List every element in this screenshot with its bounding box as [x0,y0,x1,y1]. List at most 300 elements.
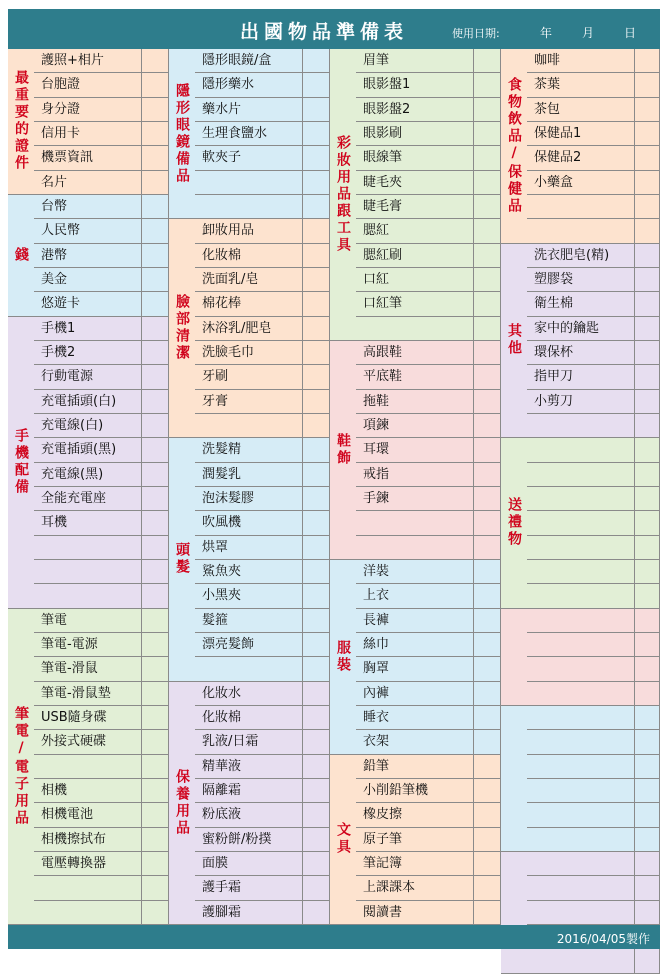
footer-bar [8,925,660,949]
item-cell: 環保杯 [527,341,635,365]
check-box[interactable] [474,268,501,292]
item-cell [195,195,303,219]
check-box[interactable] [303,438,330,462]
item-cell: 護手霜 [195,876,303,900]
item-cell: 化妝棉 [195,244,303,268]
category-cell [501,438,527,608]
check-box[interactable] [303,146,330,170]
category-label: 保養用品 [174,768,190,837]
category-cell [330,49,356,341]
check-box[interactable] [474,730,501,754]
check-box[interactable] [303,657,330,681]
item-cell: 小剪刀 [527,390,635,414]
check-box[interactable] [474,657,501,681]
check-box[interactable] [474,438,501,462]
item-cell: 手機2 [34,341,142,365]
check-box[interactable] [303,779,330,803]
check-box[interactable] [635,292,660,316]
check-box[interactable] [142,49,169,73]
check-box[interactable] [474,682,501,706]
check-box[interactable] [303,828,330,852]
check-box[interactable] [474,73,501,97]
check-box[interactable] [635,487,660,511]
check-box[interactable] [635,98,660,122]
header-bar [8,9,660,49]
check-box[interactable] [635,511,660,535]
check-box[interactable] [474,584,501,608]
check-box[interactable] [474,195,501,219]
check-box[interactable] [142,341,169,365]
item-cell [356,511,474,535]
category-cell [501,49,527,244]
category-label: 其他 [506,323,522,358]
category-label: 筆電/電子用品 [13,705,29,827]
check-box[interactable] [303,390,330,414]
category-label: 文具 [335,822,351,857]
check-box[interactable] [474,852,501,876]
item-cell: 洗髮精 [195,438,303,462]
item-cell: 蜜粉餅/粉撲 [195,828,303,852]
check-box[interactable] [303,511,330,535]
item-cell: 藥水片 [195,98,303,122]
check-box[interactable] [635,341,660,365]
check-box[interactable] [635,949,660,973]
check-box[interactable] [635,803,660,827]
check-box[interactable] [303,560,330,584]
check-box[interactable] [474,244,501,268]
check-box[interactable] [303,755,330,779]
item-cell: 衛生棉 [527,292,635,316]
category-label: 食物飲品/保健品 [506,76,522,215]
check-box[interactable] [635,536,660,560]
item-cell [34,755,142,779]
item-cell: 全能充電座 [34,487,142,511]
category-label: 送禮物 [506,497,522,549]
item-cell [527,706,635,730]
item-cell: 家中的鑰匙 [527,317,635,341]
check-box[interactable] [474,219,501,243]
item-cell: 烘罩 [195,536,303,560]
item-cell [527,755,635,779]
item-cell: 茶葉 [527,73,635,97]
item-cell: 絲巾 [356,633,474,657]
item-cell [356,536,474,560]
item-cell: 胸罩 [356,657,474,681]
item-cell: 洗衣肥皂(精) [527,244,635,268]
check-box[interactable] [474,487,501,511]
category-cell [501,244,527,439]
item-cell: 筆電-電源 [34,633,142,657]
item-cell: 人民幣 [34,219,142,243]
check-box[interactable] [142,609,169,633]
item-cell: 戒指 [356,463,474,487]
check-box[interactable] [474,803,501,827]
check-box[interactable] [635,268,660,292]
check-box[interactable] [142,755,169,779]
item-cell: 衣架 [356,730,474,754]
month-label: 月 [582,26,595,40]
category-label: 服裝 [335,639,351,674]
check-box[interactable] [303,268,330,292]
check-box[interactable] [303,341,330,365]
check-box[interactable] [635,657,660,681]
item-cell: 吹風機 [195,511,303,535]
item-cell: 行動電源 [34,365,142,389]
item-cell: 腮紅 [356,219,474,243]
check-box[interactable] [635,244,660,268]
check-box[interactable] [142,876,169,900]
item-cell: 閱讀書 [356,901,474,925]
item-cell: 台胞證 [34,73,142,97]
item-cell: 筆電-滑鼠墊 [34,682,142,706]
item-cell: 面膜 [195,852,303,876]
check-box[interactable] [635,609,660,633]
check-box[interactable] [142,511,169,535]
item-cell [527,949,635,973]
item-cell [34,584,142,608]
item-cell: 牙刷 [195,365,303,389]
check-box[interactable] [142,730,169,754]
check-box[interactable] [635,390,660,414]
item-cell: 護腳霜 [195,901,303,925]
check-box[interactable] [474,365,501,389]
check-box[interactable] [303,463,330,487]
item-cell: 上衣 [356,584,474,608]
check-box[interactable] [635,852,660,876]
check-box[interactable] [635,706,660,730]
item-cell [527,852,635,876]
check-box[interactable] [474,828,501,852]
check-box[interactable] [474,122,501,146]
check-box[interactable] [142,560,169,584]
check-box[interactable] [142,317,169,341]
item-cell [527,633,635,657]
item-cell: 腮紅刷 [356,244,474,268]
item-cell: 指甲刀 [527,365,635,389]
item-cell: 眼影刷 [356,122,474,146]
check-box[interactable] [142,414,169,438]
check-box[interactable] [142,171,169,195]
check-box[interactable] [635,171,660,195]
made-date: 2016/04/05製作 [556,932,650,946]
item-cell: 相機電池 [34,803,142,827]
item-cell: 保健品2 [527,146,635,170]
check-box[interactable] [142,195,169,219]
check-box[interactable] [303,803,330,827]
check-box[interactable] [635,901,660,925]
check-box[interactable] [474,876,501,900]
check-box[interactable] [303,609,330,633]
check-box[interactable] [142,122,169,146]
check-box[interactable] [474,755,501,779]
check-box[interactable] [142,901,169,925]
item-cell [527,438,635,462]
item-cell: 相機擦拭布 [34,828,142,852]
item-cell [195,171,303,195]
check-box[interactable] [142,438,169,462]
category-cell [8,317,34,609]
item-cell: 生理食鹽水 [195,122,303,146]
check-box[interactable] [142,803,169,827]
check-box[interactable] [635,49,660,73]
item-cell: 隱形藥水 [195,73,303,97]
check-box[interactable] [635,584,660,608]
item-cell: 耳環 [356,438,474,462]
item-cell: 洗臉毛巾 [195,341,303,365]
item-cell: 塑膠袋 [527,268,635,292]
page-title: 出國物品準備表 [240,21,409,43]
check-box[interactable] [474,779,501,803]
item-cell: 美金 [34,268,142,292]
item-cell: 原子筆 [356,828,474,852]
check-box[interactable] [635,195,660,219]
check-box[interactable] [635,779,660,803]
check-box[interactable] [303,73,330,97]
item-cell [34,901,142,925]
check-box[interactable] [474,171,501,195]
check-box[interactable] [474,414,501,438]
item-cell: 茶包 [527,98,635,122]
check-box[interactable] [635,463,660,487]
item-cell: 睡衣 [356,706,474,730]
item-cell: 鉛筆 [356,755,474,779]
item-cell: 眼線筆 [356,146,474,170]
check-box[interactable] [474,317,501,341]
check-box[interactable] [142,146,169,170]
item-cell [527,414,635,438]
check-box[interactable] [303,706,330,730]
check-box[interactable] [303,730,330,754]
check-box[interactable] [635,122,660,146]
item-cell [527,536,635,560]
item-cell: 保健品1 [527,122,635,146]
check-box[interactable] [635,876,660,900]
category-label: 最重要的證件 [13,70,29,173]
checklist-sheet [8,9,660,949]
item-cell: 充電插頭(白) [34,390,142,414]
item-cell: 橡皮擦 [356,803,474,827]
check-box[interactable] [142,779,169,803]
check-box[interactable] [303,219,330,243]
check-box[interactable] [635,219,660,243]
check-box[interactable] [142,244,169,268]
item-cell [527,779,635,803]
check-box[interactable] [303,876,330,900]
check-box[interactable] [142,657,169,681]
check-box[interactable] [303,122,330,146]
check-box[interactable] [142,852,169,876]
check-box[interactable] [303,195,330,219]
checklist-grid [8,49,660,925]
check-box[interactable] [303,487,330,511]
check-box[interactable] [303,98,330,122]
item-cell: 洗面乳/皂 [195,268,303,292]
check-box[interactable] [635,682,660,706]
category-cell [8,195,34,317]
item-cell [527,487,635,511]
check-box[interactable] [474,390,501,414]
item-cell: 充電線(白) [34,414,142,438]
check-box[interactable] [474,706,501,730]
item-cell: 髮箍 [195,609,303,633]
check-box[interactable] [303,852,330,876]
check-box[interactable] [635,730,660,754]
check-box[interactable] [474,341,501,365]
check-box[interactable] [142,828,169,852]
check-box[interactable] [474,536,501,560]
item-cell [527,730,635,754]
check-box[interactable] [303,633,330,657]
item-cell [195,414,303,438]
check-box[interactable] [303,414,330,438]
check-box[interactable] [303,901,330,925]
check-box[interactable] [142,98,169,122]
category-cell [330,560,356,755]
check-box[interactable] [142,268,169,292]
item-cell [527,682,635,706]
item-cell: 睫毛膏 [356,195,474,219]
check-box[interactable] [142,219,169,243]
check-box[interactable] [474,98,501,122]
check-box[interactable] [474,901,501,925]
item-cell: 筆電 [34,609,142,633]
category-cell [8,609,34,925]
check-box[interactable] [142,463,169,487]
item-cell [527,511,635,535]
item-cell [527,195,635,219]
check-box[interactable] [635,414,660,438]
check-box[interactable] [303,244,330,268]
item-cell: 台幣 [34,195,142,219]
check-box[interactable] [635,365,660,389]
check-box[interactable] [635,560,660,584]
category-cell [169,219,195,438]
check-box[interactable] [142,584,169,608]
check-box[interactable] [635,146,660,170]
item-cell: 平底鞋 [356,365,474,389]
item-cell: 護照+相片 [34,49,142,73]
item-cell: 漂亮髮飾 [195,633,303,657]
check-box[interactable] [142,682,169,706]
item-cell [527,463,635,487]
check-box[interactable] [474,609,501,633]
item-cell: 上課課本 [356,876,474,900]
check-box[interactable] [142,365,169,389]
check-box[interactable] [142,292,169,316]
check-box[interactable] [474,511,501,535]
category-cell [169,682,195,925]
item-cell: 外接式硬碟 [34,730,142,754]
year-label: 年 [540,26,553,40]
item-cell: 潤髮乳 [195,463,303,487]
item-cell: 眉筆 [356,49,474,73]
check-box[interactable] [474,560,501,584]
check-box[interactable] [474,146,501,170]
check-box[interactable] [303,584,330,608]
check-box[interactable] [303,536,330,560]
check-box[interactable] [142,633,169,657]
item-cell: 機票資訊 [34,146,142,170]
category-cell [8,49,34,195]
item-cell [527,828,635,852]
check-box[interactable] [303,365,330,389]
item-cell: 軟夾子 [195,146,303,170]
item-cell: 手機1 [34,317,142,341]
item-cell [34,876,142,900]
check-box[interactable] [474,633,501,657]
item-cell: 手鍊 [356,487,474,511]
item-cell [195,657,303,681]
category-cell [169,438,195,681]
check-box[interactable] [303,171,330,195]
category-cell [330,341,356,560]
item-cell [527,876,635,900]
category-cell [501,852,527,974]
item-cell [34,536,142,560]
item-cell: 電壓轉換器 [34,852,142,876]
check-box[interactable] [303,682,330,706]
category-label: 手機配備 [13,428,29,497]
day-label: 日 [624,26,637,40]
category-label: 臉部清潔 [174,294,190,363]
item-cell: 耳機 [34,511,142,535]
item-cell: 牙膏 [195,390,303,414]
item-cell: 粉底液 [195,803,303,827]
check-box[interactable] [474,292,501,316]
item-cell [527,560,635,584]
check-box[interactable] [142,487,169,511]
item-cell [527,219,635,243]
check-box[interactable] [303,49,330,73]
item-cell: 化妝棉 [195,706,303,730]
check-box[interactable] [142,706,169,730]
check-box[interactable] [142,73,169,97]
item-cell: 筆電-滑鼠 [34,657,142,681]
item-cell: 眼影盤2 [356,98,474,122]
item-cell: 化妝水 [195,682,303,706]
item-cell: USB隨身碟 [34,706,142,730]
item-cell: 信用卡 [34,122,142,146]
check-box[interactable] [474,49,501,73]
check-box[interactable] [474,463,501,487]
item-cell: 棉花棒 [195,292,303,316]
check-box[interactable] [635,828,660,852]
check-box[interactable] [635,73,660,97]
check-box[interactable] [303,317,330,341]
item-cell [527,584,635,608]
item-cell [356,317,474,341]
category-cell [501,609,527,706]
category-label: 彩妝用品跟工具 [335,134,351,254]
item-cell: 鯊魚夾 [195,560,303,584]
item-cell: 內褲 [356,682,474,706]
item-cell: 卸妝用品 [195,219,303,243]
item-cell: 拖鞋 [356,390,474,414]
check-box[interactable] [635,438,660,462]
check-box[interactable] [303,292,330,316]
item-cell: 隱形眼鏡/盒 [195,49,303,73]
check-box[interactable] [142,536,169,560]
check-box[interactable] [635,317,660,341]
check-box[interactable] [142,390,169,414]
category-label: 鞋飾 [335,432,351,467]
item-cell [527,901,635,925]
item-cell: 睫毛夾 [356,171,474,195]
item-cell [34,560,142,584]
item-cell: 口紅筆 [356,292,474,316]
check-box[interactable] [635,633,660,657]
check-box[interactable] [635,755,660,779]
